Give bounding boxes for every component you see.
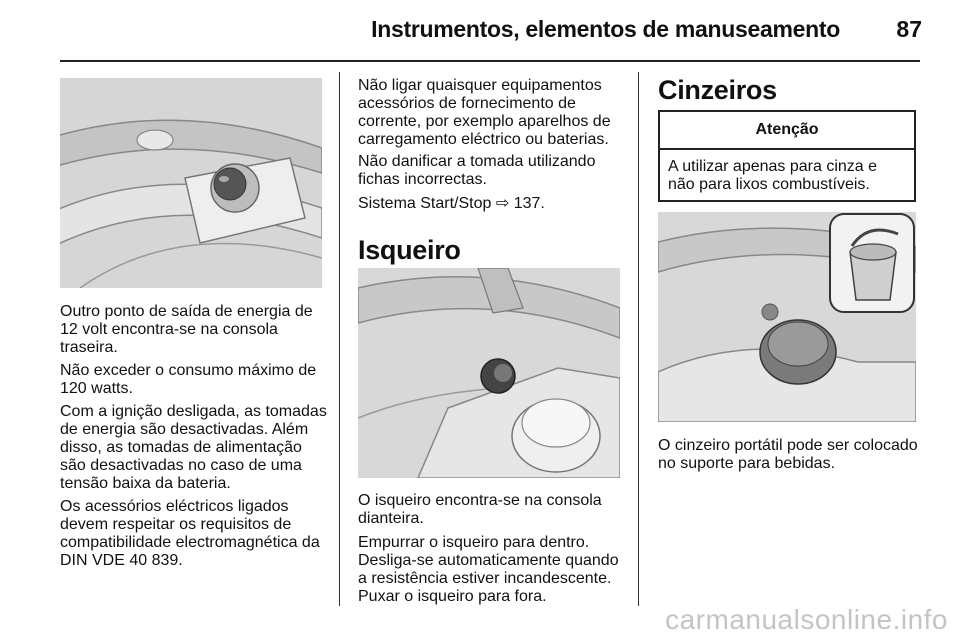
lighter-illustration [358, 268, 620, 478]
warning-notice-box [658, 110, 916, 202]
section-title: Instrumentos, elementos de manuseamento [371, 16, 840, 42]
header-rule [60, 60, 920, 62]
column-divider-left [339, 72, 340, 606]
paragraph-lighter-usage: Empurrar o isqueiro para dentro. Desliga-se automaticamente quando a resistência estiver incandescente. Puxar o isqueiro para fora. [358, 534, 619, 605]
figure-cigarette-lighter [358, 268, 620, 478]
notice-title: Atenção [660, 112, 914, 150]
page-number: 87 [896, 16, 922, 42]
cross-reference-start-stop[interactable] [358, 195, 622, 213]
watermark: carmanualsonline.info [665, 604, 948, 635]
cross-ref-page: 137. [513, 195, 545, 212]
figure-portable-ashtray [658, 212, 916, 422]
paragraph-emc: Os acessórios eléctricos ligados devem respeitar os requisitos de compatibilidade electromagnética da DIN VDE 40 839. [60, 498, 320, 569]
notice-body: A utilizar apenas para cinza e não para lixos combustíveis. [668, 158, 878, 193]
heading-isqueiro: Isqueiro [358, 235, 461, 265]
paragraph-ignition-off: Com a ignição desligada, as tomadas de energia são desactivadas. Além disso, as tomadas de alimentação são desactivadas no caso de uma tensão baixa da bateria. [60, 403, 327, 492]
heading-cinzeiros: Cinzeiros [658, 75, 777, 105]
paragraph-max-consumption: Não exceder o consumo máximo de 120 watts. [60, 362, 317, 397]
cross-ref-arrow-icon: ⇨ [495, 195, 510, 212]
figure-rear-power-outlet [60, 78, 322, 288]
ashtray-illustration [658, 212, 916, 422]
paragraph-no-wrong-plugs: Não danificar a tomada utilizando fichas incorrectas. [358, 153, 596, 188]
rear-outlet-illustration [60, 78, 322, 288]
page-header [0, 0, 960, 60]
paragraph-ashtray-placement: O cinzeiro portátil pode ser colocado no suporte para bebidas. [658, 437, 918, 472]
column-divider-right [638, 72, 639, 606]
paragraph-no-charging-devices: Não ligar quaisquer equipamentos acessórios de fornecimento de corrente, por exemplo aparelhos de carregamento eléctrico ou baterias. [358, 77, 611, 148]
paragraph-lighter-location: O isqueiro encontra-se na consola dianteira. [358, 492, 602, 527]
cross-ref-text: Sistema Start/Stop [358, 195, 492, 212]
paragraph-rear-outlet: Outro ponto de saída de energia de 12 volt encontra-se na consola traseira. [60, 303, 313, 356]
